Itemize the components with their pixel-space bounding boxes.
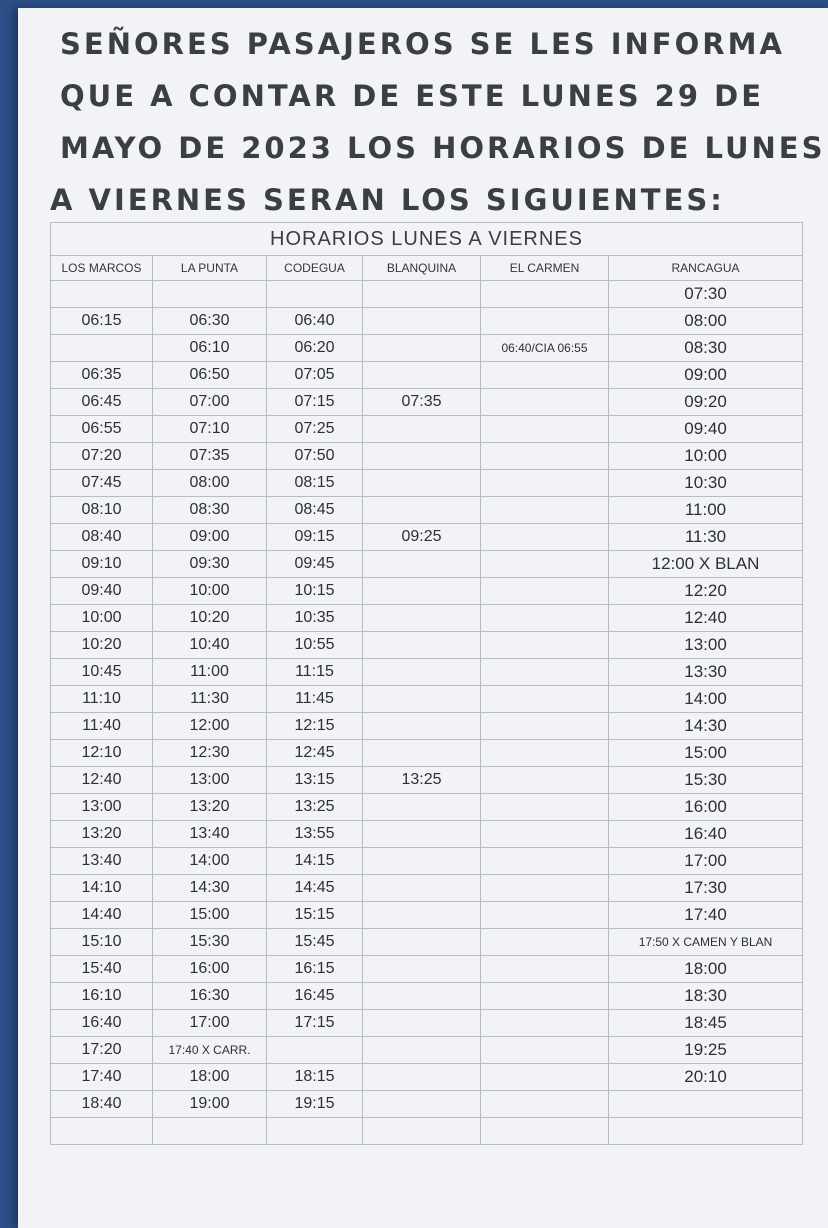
- table-cell: 10:15: [267, 578, 363, 605]
- table-cell: [481, 605, 609, 632]
- table-cell: 15:30: [153, 929, 267, 956]
- table-row: [51, 605, 803, 632]
- table-cell: 07:30: [609, 281, 803, 308]
- table-row: [51, 821, 803, 848]
- table-cell: 19:00: [153, 1091, 267, 1118]
- table-cell: 13:00: [153, 767, 267, 794]
- table-cell: [481, 497, 609, 524]
- table-cell: 11:15: [267, 659, 363, 686]
- table-cell: 08:40: [51, 524, 153, 551]
- table-cell: [481, 1091, 609, 1118]
- table-cell: 13:25: [363, 767, 481, 794]
- table-cell: 15:00: [153, 902, 267, 929]
- table-cell: [363, 632, 481, 659]
- table-cell: 12:40: [51, 767, 153, 794]
- column-header: RANCAGUA: [609, 256, 803, 281]
- table-cell: [481, 659, 609, 686]
- table-cell: [481, 470, 609, 497]
- table-cell: [51, 281, 153, 308]
- table-row: [51, 848, 803, 875]
- table-cell: [363, 335, 481, 362]
- table-cell: 08:30: [153, 497, 267, 524]
- table-cell: 07:45: [51, 470, 153, 497]
- table-cell: 07:20: [51, 443, 153, 470]
- table-row: [51, 740, 803, 767]
- table-cell: [481, 767, 609, 794]
- table-cell: [481, 281, 609, 308]
- table-cell: 11:00: [609, 497, 803, 524]
- table-cell: 13:20: [51, 821, 153, 848]
- table-cell: 17:20: [51, 1037, 153, 1064]
- table-cell: 12:00 X BLAN: [609, 551, 803, 578]
- table-cell: [481, 983, 609, 1010]
- table-cell: 14:30: [609, 713, 803, 740]
- table-row: [51, 1118, 803, 1145]
- table-cell: [481, 848, 609, 875]
- table-cell: [609, 1091, 803, 1118]
- table-cell: 08:00: [609, 308, 803, 335]
- table-cell: 07:05: [267, 362, 363, 389]
- table-cell: 18:40: [51, 1091, 153, 1118]
- table-cell: 13:00: [51, 794, 153, 821]
- table-cell: 11:10: [51, 686, 153, 713]
- table-cell: [481, 956, 609, 983]
- table-cell: 13:25: [267, 794, 363, 821]
- table-cell: [363, 1064, 481, 1091]
- table-cell: 13:55: [267, 821, 363, 848]
- column-header: BLANQUINA: [363, 256, 481, 281]
- table-cell: [481, 443, 609, 470]
- table-cell: [609, 1118, 803, 1145]
- table-cell: [363, 902, 481, 929]
- table-cell: [363, 1091, 481, 1118]
- table-row: [51, 1091, 803, 1118]
- table-cell: 13:00: [609, 632, 803, 659]
- table-cell: 10:00: [153, 578, 267, 605]
- table-row: [51, 308, 803, 335]
- table-row: [51, 389, 803, 416]
- table-cell: [481, 686, 609, 713]
- table-cell: 11:40: [51, 713, 153, 740]
- table-cell: 07:35: [153, 443, 267, 470]
- table-cell: 07:15: [267, 389, 363, 416]
- table-cell: [267, 1037, 363, 1064]
- table-cell: [481, 524, 609, 551]
- notice-line-3: MAYO DE 2023 LOS HORARIOS DE LUNES: [60, 131, 826, 165]
- table-row: [51, 767, 803, 794]
- table-cell: [267, 281, 363, 308]
- table-cell: [481, 794, 609, 821]
- table-cell: 14:30: [153, 875, 267, 902]
- table-cell: 17:15: [267, 1010, 363, 1037]
- table-cell: 06:55: [51, 416, 153, 443]
- table-cell: [363, 497, 481, 524]
- table-cell: [363, 686, 481, 713]
- table-cell: 09:00: [609, 362, 803, 389]
- table-cell: 10:35: [267, 605, 363, 632]
- table-cell: 10:40: [153, 632, 267, 659]
- table-cell: 12:15: [267, 713, 363, 740]
- table-cell: [363, 1010, 481, 1037]
- table-cell: 16:40: [609, 821, 803, 848]
- table-cell: 16:30: [153, 983, 267, 1010]
- table-cell: [363, 929, 481, 956]
- table-cell: 06:50: [153, 362, 267, 389]
- table-cell: [363, 1037, 481, 1064]
- table-cell: [363, 794, 481, 821]
- table-row: [51, 632, 803, 659]
- table-cell: 15:30: [609, 767, 803, 794]
- table-cell: [363, 875, 481, 902]
- table-cell: 09:10: [51, 551, 153, 578]
- table-cell: 12:45: [267, 740, 363, 767]
- table-cell: 12:30: [153, 740, 267, 767]
- table-cell: 09:30: [153, 551, 267, 578]
- table-cell: 07:00: [153, 389, 267, 416]
- table-row: [51, 1037, 803, 1064]
- table-cell: 09:15: [267, 524, 363, 551]
- table-cell: [481, 740, 609, 767]
- table-cell: [363, 443, 481, 470]
- table-cell: 06:45: [51, 389, 153, 416]
- table-cell: 13:15: [267, 767, 363, 794]
- table-cell: 06:35: [51, 362, 153, 389]
- table-cell: 06:15: [51, 308, 153, 335]
- table-cell: 12:00: [153, 713, 267, 740]
- table-cell: [51, 335, 153, 362]
- table-cell: 06:40: [267, 308, 363, 335]
- table-row: [51, 497, 803, 524]
- table-cell: 06:20: [267, 335, 363, 362]
- table-cell: 15:15: [267, 902, 363, 929]
- table-cell: [363, 470, 481, 497]
- table-cell: 14:00: [609, 686, 803, 713]
- table-cell: [363, 605, 481, 632]
- table-cell: 17:30: [609, 875, 803, 902]
- schedule-title: HORARIOS LUNES A VIERNES: [51, 223, 803, 256]
- table-cell: [481, 1118, 609, 1145]
- table-cell: [363, 578, 481, 605]
- table-row: [51, 794, 803, 821]
- table-row: [51, 443, 803, 470]
- table-cell: 10:20: [51, 632, 153, 659]
- table-cell: [481, 713, 609, 740]
- column-header: EL CARMEN: [481, 256, 609, 281]
- table-cell: 14:15: [267, 848, 363, 875]
- table-cell: 07:25: [267, 416, 363, 443]
- table-cell: 16:15: [267, 956, 363, 983]
- table-cell: 15:00: [609, 740, 803, 767]
- table-cell: [363, 983, 481, 1010]
- table-cell: [363, 362, 481, 389]
- table-cell: 18:00: [609, 956, 803, 983]
- schedule-table: [50, 222, 803, 1145]
- column-header: LA PUNTA: [153, 256, 267, 281]
- table-cell: 12:20: [609, 578, 803, 605]
- notice-line-1: SEÑORES PASAJEROS SE LES INFORMA: [60, 27, 785, 61]
- table-cell: [481, 929, 609, 956]
- table-cell: [363, 659, 481, 686]
- table-cell: 18:45: [609, 1010, 803, 1037]
- table-cell: [481, 902, 609, 929]
- table-cell: 12:40: [609, 605, 803, 632]
- table-cell: 13:40: [153, 821, 267, 848]
- table-cell: 16:10: [51, 983, 153, 1010]
- table-row: [51, 524, 803, 551]
- table-cell: 17:40 X CARR.: [153, 1037, 267, 1064]
- table-cell: 10:55: [267, 632, 363, 659]
- table-cell: 08:30: [609, 335, 803, 362]
- table-cell: 12:10: [51, 740, 153, 767]
- table-row: [51, 686, 803, 713]
- table-cell: [363, 416, 481, 443]
- table-cell: [363, 848, 481, 875]
- table-cell: [481, 875, 609, 902]
- table-cell: 16:45: [267, 983, 363, 1010]
- table-cell: 14:40: [51, 902, 153, 929]
- table-cell: [363, 551, 481, 578]
- table-cell: [481, 416, 609, 443]
- table-cell: [481, 1010, 609, 1037]
- table-cell: 06:30: [153, 308, 267, 335]
- table-cell: [363, 1118, 481, 1145]
- table-row: [51, 1064, 803, 1091]
- table-cell: [481, 308, 609, 335]
- table-row: [51, 983, 803, 1010]
- table-cell: [363, 281, 481, 308]
- table-cell: 11:45: [267, 686, 363, 713]
- table-cell: [363, 713, 481, 740]
- table-cell: 19:25: [609, 1037, 803, 1064]
- table-cell: [363, 740, 481, 767]
- table-cell: 14:00: [153, 848, 267, 875]
- table-cell: 11:30: [153, 686, 267, 713]
- table-cell: 16:40: [51, 1010, 153, 1037]
- table-cell: [481, 632, 609, 659]
- table-cell: 14:10: [51, 875, 153, 902]
- table-cell: [267, 1118, 363, 1145]
- table-cell: [481, 821, 609, 848]
- table-cell: 16:00: [609, 794, 803, 821]
- table-cell: 10:30: [609, 470, 803, 497]
- table-cell: [481, 578, 609, 605]
- table-cell: 15:40: [51, 956, 153, 983]
- table-cell: 11:00: [153, 659, 267, 686]
- table-cell: 17:50 X CAMEN Y BLAN: [609, 929, 803, 956]
- table-cell: 08:10: [51, 497, 153, 524]
- column-header: CODEGUA: [267, 256, 363, 281]
- table-row: [51, 956, 803, 983]
- table-cell: 20:10: [609, 1064, 803, 1091]
- table-cell: 06:10: [153, 335, 267, 362]
- table-row: [51, 875, 803, 902]
- table-cell: 13:20: [153, 794, 267, 821]
- table-cell: 09:25: [363, 524, 481, 551]
- table-row: [51, 902, 803, 929]
- table-row: [51, 335, 803, 362]
- table-cell: 08:15: [267, 470, 363, 497]
- table-cell: 14:45: [267, 875, 363, 902]
- table-row: [51, 281, 803, 308]
- table-cell: 19:15: [267, 1091, 363, 1118]
- table-row: [51, 929, 803, 956]
- table-cell: [153, 281, 267, 308]
- table-cell: 08:00: [153, 470, 267, 497]
- table-row: [51, 362, 803, 389]
- table-cell: 10:45: [51, 659, 153, 686]
- table-cell: [363, 821, 481, 848]
- table-cell: 09:40: [51, 578, 153, 605]
- table-row: [51, 578, 803, 605]
- table-cell: 09:45: [267, 551, 363, 578]
- table-cell: 18:15: [267, 1064, 363, 1091]
- table-cell: 10:00: [609, 443, 803, 470]
- table-cell: [363, 308, 481, 335]
- table-cell: 13:30: [609, 659, 803, 686]
- table-cell: 09:40: [609, 416, 803, 443]
- table-cell: [481, 1064, 609, 1091]
- table-cell: [481, 551, 609, 578]
- table-cell: 17:40: [51, 1064, 153, 1091]
- notice-line-2: QUE A CONTAR DE ESTE LUNES 29 DE: [60, 79, 765, 113]
- table-cell: 11:30: [609, 524, 803, 551]
- table-cell: [481, 1037, 609, 1064]
- table-cell: 18:30: [609, 983, 803, 1010]
- table-cell: 07:35: [363, 389, 481, 416]
- table-row: [51, 551, 803, 578]
- table-cell: 09:00: [153, 524, 267, 551]
- table-row: [51, 713, 803, 740]
- table-cell: 17:00: [153, 1010, 267, 1037]
- table-cell: 09:20: [609, 389, 803, 416]
- table-cell: 15:45: [267, 929, 363, 956]
- table-cell: 07:50: [267, 443, 363, 470]
- table-row: [51, 416, 803, 443]
- table-row: [51, 659, 803, 686]
- table-cell: 08:45: [267, 497, 363, 524]
- table-row: [51, 1010, 803, 1037]
- column-header: LOS MARCOS: [51, 256, 153, 281]
- table-cell: [363, 956, 481, 983]
- table-cell: [481, 362, 609, 389]
- notice-line-4: A VIERNES SERAN LOS SIGUIENTES:: [50, 183, 725, 217]
- table-cell: [153, 1118, 267, 1145]
- table-cell: 07:10: [153, 416, 267, 443]
- table-cell: 16:00: [153, 956, 267, 983]
- table-cell: 17:00: [609, 848, 803, 875]
- table-cell: 10:20: [153, 605, 267, 632]
- table-cell: 18:00: [153, 1064, 267, 1091]
- table-cell: [51, 1118, 153, 1145]
- notice-heading: [50, 18, 826, 226]
- table-cell: [481, 389, 609, 416]
- table-cell: 15:10: [51, 929, 153, 956]
- table-row: [51, 470, 803, 497]
- table-cell: 10:00: [51, 605, 153, 632]
- table-cell: 06:40/CIA 06:55: [481, 335, 609, 362]
- table-cell: 17:40: [609, 902, 803, 929]
- table-cell: 13:40: [51, 848, 153, 875]
